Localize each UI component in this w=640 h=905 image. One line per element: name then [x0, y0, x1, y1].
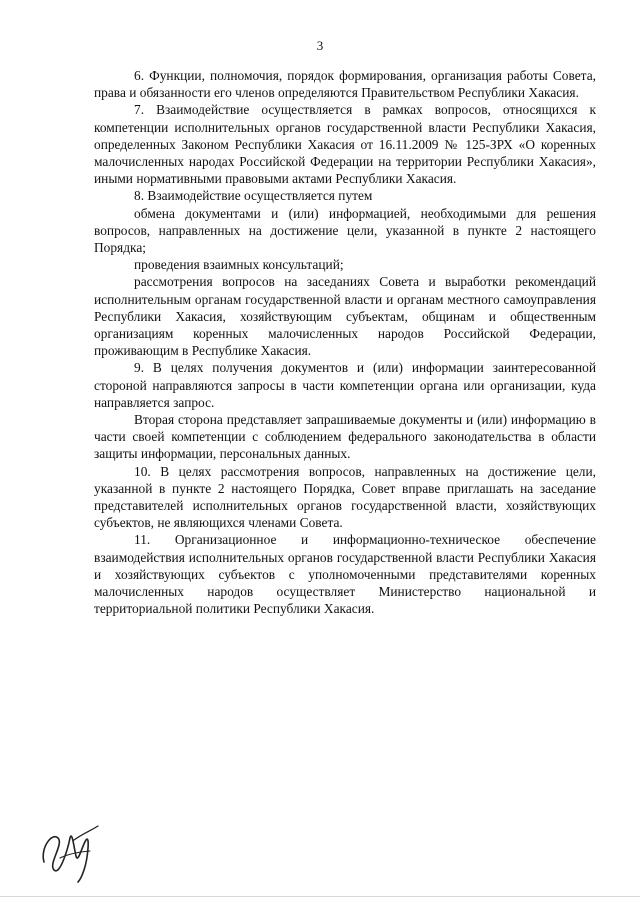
paragraph-10: 10. В целях рассмотрения вопросов, направленных на достижение цели, указанной в пункте 2 настоящего Порядка, Совет вправе приглашать на заседание представителей исполнительных органов государственной власти, хозяйствующих субъектов, не являющихся членами Совета.: [94, 463, 596, 531]
page-number: 3: [316, 38, 324, 53]
document-body: [94, 67, 596, 618]
bottom-divider: [0, 896, 640, 897]
handwritten-signature: [34, 818, 104, 884]
paragraph-7: 7. Взаимодействие осуществляется в рамках вопросов, относящихся к компетенции исполнительных органов государственной власти Республики Хакасия, определенных Законом Республики Хакасия от 16.11.2009 № 125-ЗРХ «О коренных малочисленных народах Российской Федерации на территории Республики Хакасия», иными нормативными правовыми актами Республики Хакасия.: [94, 102, 596, 187]
paragraph-8-item-consultations: проведения взаимных консультаций;: [134, 257, 344, 273]
paragraph-11: 11. Организационное и информационно-техническое обеспечение взаимодействия исполнительных органов государственной власти Республики Хакасия и хозяйствующих субъектов с уполномоченными представителями коренных малочисленных народов осуществляет Министерство национальной и территориальной политики Республики Хакасия.: [94, 532, 596, 617]
paragraph-9-second-party: Вторая сторона представляет запрашиваемые документы и (или) информацию в части своей компетенции с соблюдением федерального законодательства в области защиты информации, персональных данных.: [94, 412, 596, 462]
paragraph-9: 9. В целях получения документов и (или) информации заинтересованной стороной направляются запросы в части компетенции органа или организации, куда направляется запрос.: [94, 360, 596, 410]
paragraph-8-item-exchange: обмена документами и (или) информацией, необходимыми для решения вопросов, направленных на достижение цели, указанной в пункте 2 настоящего Порядка;: [94, 205, 596, 256]
paragraph-6: 6. Функции, полномочия, порядок формирования, организация работы Совета, права и обязанности его членов определяются Правительством Республики Хакасия.: [94, 68, 596, 101]
paragraph-8-item-council-meetings: рассмотрения вопросов на заседаниях Совета и выработки рекомендаций исполнительным органам государственной власти и органам местного самоуправления Республики Хакасия, хозяйствующим субъектам, общинам и общественным организациям коренных малочисленных народов Российской Федерации, проживающим в Республике Хакасия.: [94, 274, 596, 359]
paragraph-8: 8. Взаимодействие осуществляется путем: [134, 188, 373, 204]
